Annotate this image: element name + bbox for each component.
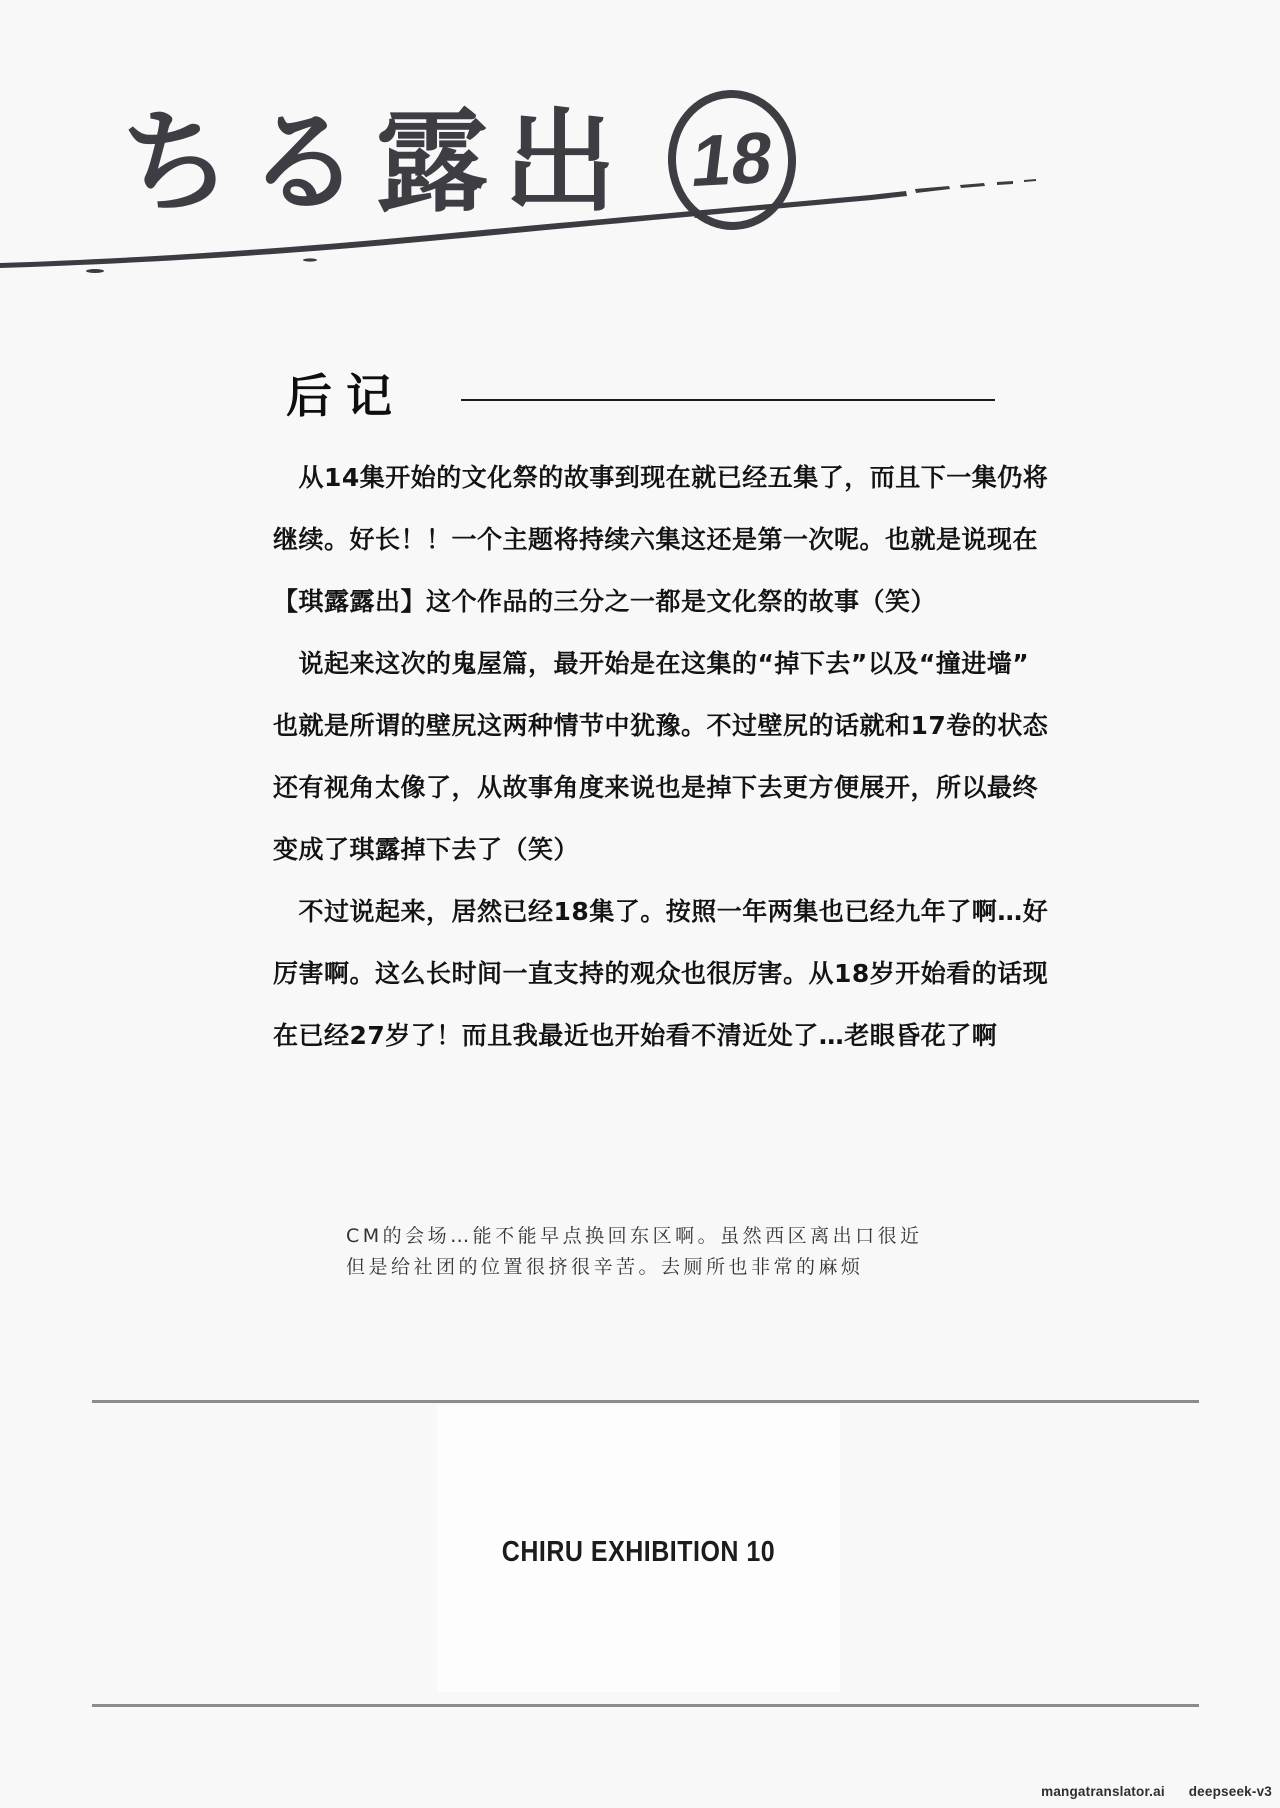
- afterword-line: 不过说起来，居然已经18集了。按照一年两集也已经九年了啊…好: [273, 897, 1049, 926]
- afterword-line: 【琪露露出】这个作品的三分之一都是文化祭的故事（笑）: [273, 587, 937, 616]
- watermark-model: deepseek-v3: [1188, 1784, 1272, 1799]
- afterword-line: 也就是所谓的壁尻这两种情节中犹豫。不过壁尻的话就和17卷的状态: [273, 711, 1049, 740]
- afterword-line: 厉害啊。这么长时间一直支持的观众也很厉害。从18岁开始看的话现: [273, 959, 1049, 988]
- divider-top: [92, 1400, 1199, 1403]
- note-line: 但是给社团的位置很挤很辛苦。去厕所也非常的麻烦: [346, 1256, 864, 1278]
- afterword-line: 继续。好长！！一个主题将持续六集这还是第一次呢。也就是说现在: [273, 525, 1039, 554]
- brush-stroke-underline: [0, 165, 1100, 285]
- afterword-line: 变成了琪露掉下去了（笑）: [273, 835, 580, 864]
- title-text: ちる露出: [120, 97, 632, 228]
- afterword-line: 在已经27岁了！而且我最近也开始看不清近处了…老眼昏花了啊: [273, 1021, 998, 1050]
- note-line: CM的会场…能不能早点换回东区啊。虽然西区离出口很近: [346, 1225, 923, 1247]
- volume-number: 18: [687, 117, 777, 203]
- watermark-site: mangatranslator.ai: [1041, 1784, 1165, 1799]
- translator-watermark: [1041, 1784, 1272, 1799]
- afterword-body: [273, 447, 1049, 1067]
- afterword-line: 从14集开始的文化祭的故事到现在就已经五集了，而且下一集仍将: [273, 463, 1049, 492]
- divider-bottom: [92, 1704, 1199, 1707]
- handwritten-note: [346, 1221, 923, 1283]
- exhibition-label: CHIRU EXHIBITION 10: [501, 1535, 776, 1569]
- afterword-line: 说起来这次的鬼屋篇，最开始是在这集的“掉下去”以及“撞进墙”: [273, 649, 1030, 678]
- afterword-heading: 后记: [286, 369, 406, 423]
- afterword-line: 还有视角太像了，从故事角度来说也是掉下去更方便展开，所以最终: [273, 773, 1039, 802]
- heading-rule: [461, 399, 995, 401]
